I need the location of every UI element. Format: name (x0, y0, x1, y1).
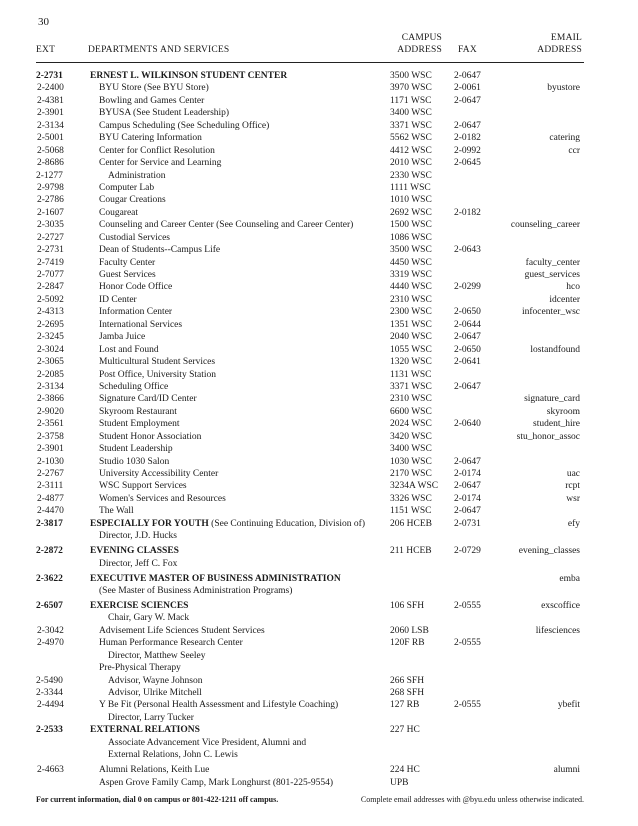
ext-cell: 2-3134 (37, 381, 64, 392)
directory-row (0, 431, 638, 443)
email-header-line2: ADDRESS (537, 45, 582, 55)
department-cell: Y Be Fit (Personal Health Assessment and Lifestyle Coaching) (99, 700, 339, 711)
directory-row (0, 207, 638, 219)
ext-cell: 2-7077 (37, 270, 64, 280)
ext-cell: 2-3622 (36, 573, 63, 584)
directory-table (0, 70, 638, 789)
campus-address-cell: 3970 WSC (390, 83, 432, 94)
email-cell: rcpt (565, 481, 580, 492)
fax-cell: 2-0650 (454, 344, 481, 355)
campus-address-cell: 1086 WSC (390, 232, 432, 243)
campus-address-cell: 3371 WSC (390, 120, 432, 131)
directory-row (0, 107, 638, 119)
campus-address-cell: 224 HC (390, 765, 420, 776)
department-cell: Computer Lab (99, 182, 155, 193)
ext-cell: 2-9020 (37, 406, 64, 417)
campus-header-line2: ADDRESS (397, 45, 442, 55)
department-cell: Student Employment (99, 419, 180, 430)
department-cell: Multicultural Student Services (99, 357, 216, 368)
department-cell: Honor Code Office (99, 282, 173, 293)
department-cell: Director, Jeff C. Fox (99, 558, 178, 569)
ext-cell: 2-1277 (36, 170, 63, 181)
campus-address-cell: 206 HCEB (390, 518, 432, 529)
fax-cell: 2-0647 (454, 95, 481, 106)
directory-row (0, 170, 638, 182)
directory-row (0, 764, 638, 776)
directory-row (0, 456, 638, 468)
department-cell: Cougareat (99, 207, 139, 218)
campus-address-cell: 4450 WSC (390, 257, 432, 268)
directory-row (0, 306, 638, 318)
fax-cell: 2-0555 (454, 700, 481, 711)
fax-cell: 2-0647 (454, 71, 481, 81)
campus-address-cell: 3400 WSC (390, 108, 432, 119)
department-cell: International Services (99, 319, 183, 330)
department-cell: Human Performance Research Center (99, 638, 243, 649)
email-header-line1: EMAIL (550, 33, 582, 43)
campus-address-cell: 3500 WSC (390, 71, 432, 81)
department-cell: Cougar Creations (99, 195, 166, 206)
department-cell: Jamba Juice (99, 332, 146, 343)
department-cell: Studio 1030 Salon (99, 456, 170, 467)
department-cell: Custodial Services (99, 232, 170, 243)
department-cell: Counseling and Career Center (See Counseling and Career Center) (99, 220, 354, 231)
department-cell: EXTERNAL RELATIONS (90, 725, 200, 736)
directory-row (0, 650, 638, 662)
ext-cell: 2-3901 (37, 108, 64, 119)
department-cell: Dean of Students--Campus Life (99, 245, 221, 256)
department-cell: Skyroom Restaurant (99, 406, 177, 417)
email-cell: hco (566, 282, 580, 293)
email-cell: idcenter (549, 294, 580, 305)
ext-cell: 2-3024 (37, 344, 64, 355)
ext-cell: 2-3866 (37, 394, 64, 405)
directory-row (0, 662, 638, 674)
campus-address-cell: 1320 WSC (390, 357, 432, 368)
campus-address-cell: 1500 WSC (390, 220, 432, 231)
directory-row (0, 319, 638, 331)
department-cell: Associate Advancement Vice President, Alumni and (108, 737, 307, 748)
fax-cell: 2-0992 (454, 145, 481, 156)
email-cell: byustore (547, 83, 580, 94)
email-cell: efy (567, 518, 580, 529)
campus-address-cell: 266 SFH (390, 675, 425, 686)
ext-cell: 2-2767 (37, 469, 64, 479)
campus-address-cell: 2060 LSB (390, 625, 429, 636)
ext-cell: 2-2872 (36, 546, 63, 557)
department-cell: EVENING CLASSES (90, 546, 179, 557)
directory-row (0, 406, 638, 418)
directory-row (0, 95, 638, 107)
campus-address-cell: 1151 WSC (390, 506, 432, 517)
fax-cell: 2-0182 (454, 133, 481, 144)
directory-row (0, 505, 638, 517)
directory-row (0, 558, 638, 570)
directory-row (0, 182, 638, 194)
campus-address-cell: 3500 WSC (390, 245, 432, 256)
department-cell: Women's Services and Resources (99, 493, 226, 504)
ext-cell: 2-5068 (37, 145, 64, 156)
directory-row (0, 281, 638, 293)
ext-cell: 2-3901 (37, 444, 64, 455)
campus-address-cell: 1010 WSC (390, 195, 432, 206)
campus-address-cell: 2310 WSC (390, 294, 432, 305)
fax-cell: 2-0731 (454, 518, 481, 529)
column-header-departments: DEPARTMENTS AND SERVICES (88, 45, 230, 55)
directory-row (0, 493, 638, 505)
footer-email-note: Complete email addresses with @byu.edu unless otherwise indicated. (360, 795, 584, 804)
ext-cell: 2-4970 (37, 638, 64, 649)
directory-row (0, 257, 638, 269)
department-cell: Signature Card/ID Center (99, 394, 197, 405)
campus-address-cell: 106 SFH (390, 600, 425, 611)
directory-row (0, 585, 638, 597)
directory-row (0, 625, 638, 637)
department-cell: Student Honor Association (99, 431, 202, 442)
column-header-email-address (520, 32, 582, 56)
department-cell: ERNEST L. WILKINSON STUDENT CENTER (90, 71, 288, 81)
department-cell: BYU Catering Information (99, 133, 202, 144)
ext-cell: 2-2085 (37, 369, 64, 380)
fax-cell: 2-0647 (454, 456, 481, 467)
directory-row (0, 393, 638, 405)
department-cell: Advisement Life Sciences Student Services (99, 625, 265, 636)
ext-cell: 2-4494 (37, 700, 64, 711)
department-cell: Lost and Found (99, 344, 159, 355)
directory-row (0, 687, 638, 699)
campus-address-cell: 3420 WSC (390, 431, 432, 442)
ext-cell: 2-3111 (37, 481, 64, 492)
directory-row (0, 145, 638, 157)
department-name: ESPECIALLY FOR YOUTH (90, 518, 209, 529)
fax-cell: 2-0647 (454, 481, 481, 492)
department-cell: Information Center (99, 307, 173, 318)
ext-cell: 2-7419 (37, 257, 64, 268)
directory-row (0, 381, 638, 393)
ext-cell: 2-4663 (37, 765, 64, 776)
department-note: (See Continuing Education, Division of) (208, 518, 365, 529)
department-cell: Center for Conflict Resolution (99, 145, 215, 156)
directory-row (0, 269, 638, 281)
directory-row (0, 120, 638, 132)
fax-cell: 2-0182 (454, 207, 481, 218)
ext-cell: 2-3035 (37, 220, 64, 231)
department-cell: Director, Larry Tucker (108, 712, 194, 723)
ext-cell: 2-5092 (37, 294, 64, 305)
column-header-ext: EXT (36, 45, 56, 55)
ext-cell: 2-1030 (37, 456, 64, 467)
campus-address-cell: 3234A WSC (390, 481, 439, 492)
ext-cell: 2-2400 (37, 83, 64, 94)
campus-address-cell: 2010 WSC (390, 158, 432, 169)
directory-row (0, 356, 638, 368)
email-cell: lifesciences (535, 625, 580, 636)
department-cell: Center for Service and Learning (99, 158, 222, 169)
email-cell: faculty_center (525, 257, 580, 268)
directory-row (0, 749, 638, 761)
fax-cell: 2-0641 (454, 357, 481, 368)
directory-row (0, 480, 638, 492)
directory-row (0, 518, 638, 530)
directory-row (0, 344, 638, 356)
ext-cell: 2-2727 (37, 232, 64, 243)
department-cell: Chair, Gary W. Mack (108, 613, 190, 624)
ext-cell: 2-2786 (37, 195, 64, 206)
fax-cell: 2-0729 (454, 546, 481, 557)
campus-address-cell: 3326 WSC (390, 493, 432, 504)
department-cell: Pre-Physical Therapy (99, 663, 181, 674)
department-cell: WSC Support Services (99, 481, 187, 492)
page-number: 30 (38, 16, 49, 28)
department-cell: BYUSA (See Student Leadership) (99, 108, 230, 119)
fax-cell: 2-0644 (454, 319, 481, 330)
directory-row (0, 219, 638, 231)
department-cell: The Wall (99, 506, 134, 517)
email-cell: lostandfound (530, 344, 580, 355)
campus-address-cell: 1111 WSC (390, 182, 431, 193)
campus-header-line1: CAMPUS (401, 33, 442, 43)
department-cell: Aspen Grove Family Camp, Mark Longhurst (801-225-9554) (99, 777, 334, 788)
campus-address-cell: 4440 WSC (390, 282, 432, 293)
department-cell: Student Leadership (99, 444, 173, 455)
campus-address-cell: 227 HC (390, 725, 420, 736)
fax-cell: 2-0299 (454, 282, 481, 293)
department-cell: Director, Matthew Seeley (108, 650, 206, 661)
directory-row (0, 443, 638, 455)
directory-row (0, 157, 638, 169)
directory-row (0, 232, 638, 244)
directory-row (0, 699, 638, 711)
email-cell: evening_classes (518, 546, 580, 557)
directory-row (0, 244, 638, 256)
directory-row (0, 468, 638, 480)
department-cell: EXECUTIVE MASTER OF BUSINESS ADMINISTRATION (90, 573, 341, 584)
directory-row (0, 70, 638, 82)
directory-row (0, 573, 638, 585)
email-cell: counseling_career (510, 220, 580, 231)
fax-cell: 2-0643 (454, 245, 481, 256)
campus-address-cell: 1171 WSC (390, 95, 432, 106)
fax-cell: 2-0174 (454, 493, 481, 504)
department-cell: (See Master of Business Administration Programs) (99, 585, 293, 596)
directory-row (0, 724, 638, 736)
ext-cell: 2-4313 (37, 307, 64, 318)
ext-cell: 2-5490 (36, 675, 63, 686)
directory-row (0, 712, 638, 724)
campus-address-cell: 5562 WSC (390, 133, 432, 144)
fax-cell: 2-0647 (454, 120, 481, 131)
ext-cell: 2-3758 (37, 431, 64, 442)
header-rule (36, 62, 584, 63)
email-cell: signature_card (524, 394, 580, 405)
directory-row (0, 82, 638, 94)
directory-row (0, 545, 638, 557)
directory-row (0, 675, 638, 687)
directory-row (0, 418, 638, 430)
department-cell: ID Center (99, 294, 137, 305)
ext-cell: 2-2695 (37, 319, 64, 330)
directory-row (0, 612, 638, 624)
ext-cell: 2-1607 (37, 207, 64, 218)
ext-cell: 2-2731 (36, 71, 63, 81)
directory-row (0, 737, 638, 749)
ext-cell: 2-3245 (37, 332, 64, 343)
ext-cell: 2-2533 (36, 725, 63, 736)
email-cell: exscoffice (541, 600, 580, 611)
department-cell: Director, J.D. Hucks (99, 531, 177, 542)
fax-cell: 2-0640 (454, 419, 481, 430)
fax-cell: 2-0647 (454, 332, 481, 343)
department-cell: Administration (108, 170, 166, 181)
directory-row (0, 637, 638, 649)
email-cell: uac (566, 469, 580, 479)
campus-address-cell: 3371 WSC (390, 381, 432, 392)
email-cell: alumni (553, 765, 580, 776)
campus-address-cell: UPB (390, 777, 409, 788)
fax-cell: 2-0647 (454, 506, 481, 517)
campus-address-cell: 2330 WSC (390, 170, 432, 181)
ext-cell: 2-8686 (37, 158, 64, 169)
ext-cell: 2-2731 (37, 245, 64, 256)
directory-row (0, 777, 638, 789)
department-cell: Alumni Relations, Keith Lue (99, 765, 210, 776)
directory-row (0, 132, 638, 144)
fax-cell: 2-0650 (454, 307, 481, 318)
department-cell: External Relations, John C. Lewis (108, 750, 238, 761)
campus-address-cell: 1351 WSC (390, 319, 432, 330)
fax-cell: 2-0061 (454, 83, 481, 94)
ext-cell: 2-4877 (37, 493, 64, 504)
department-cell: Post Office, University Station (99, 369, 216, 380)
campus-address-cell: 2310 WSC (390, 394, 432, 405)
email-cell: emba (559, 573, 580, 584)
campus-address-cell: 2040 WSC (390, 332, 432, 343)
email-cell: guest_services (524, 270, 580, 280)
campus-address-cell: 6600 WSC (390, 406, 432, 417)
email-cell: ybefit (557, 700, 580, 711)
campus-address-cell: 1055 WSC (390, 344, 432, 355)
campus-address-cell: 1030 WSC (390, 456, 432, 467)
fax-cell: 2-0647 (454, 381, 481, 392)
ext-cell: 2-3344 (36, 687, 63, 698)
department-cell: Scheduling Office (99, 381, 169, 392)
fax-cell: 2-0174 (454, 469, 481, 479)
department-cell: BYU Store (See BYU Store) (99, 83, 209, 94)
campus-address-cell: 120F RB (390, 638, 425, 649)
department-cell: Campus Scheduling (See Scheduling Office) (99, 120, 270, 131)
footer-phone-note: For current information, dial 0 on campus or 801-422-1211 off campus. (36, 795, 279, 804)
directory-row (0, 600, 638, 612)
campus-address-cell: 2300 WSC (390, 307, 432, 318)
campus-address-cell: 268 SFH (390, 687, 425, 698)
ext-cell: 2-3561 (37, 419, 64, 430)
ext-cell: 2-3134 (37, 120, 64, 131)
department-cell: Faculty Center (99, 257, 156, 268)
ext-cell: 2-5001 (37, 133, 64, 144)
campus-address-cell: 3400 WSC (390, 444, 432, 455)
ext-cell: 2-9798 (37, 182, 64, 193)
department-cell: Advisor, Wayne Johnson (108, 675, 203, 686)
department-cell: Guest Services (99, 270, 156, 280)
directory-row (0, 294, 638, 306)
email-cell: infocenter_wsc (521, 307, 580, 318)
fax-cell: 2-0555 (454, 638, 481, 649)
directory-row (0, 530, 638, 542)
directory-row (0, 331, 638, 343)
department-cell: EXERCISE SCIENCES (90, 600, 189, 611)
ext-cell: 2-3817 (36, 518, 63, 529)
department-cell (90, 518, 380, 530)
campus-address-cell: 2692 WSC (390, 207, 432, 218)
ext-cell: 2-3042 (37, 625, 64, 636)
email-cell: wsr (566, 493, 580, 504)
ext-cell: 2-4470 (37, 506, 64, 517)
email-cell: skyroom (546, 406, 580, 417)
department-cell: Bowling and Games Center (99, 95, 205, 106)
campus-address-cell: 4412 WSC (390, 145, 432, 156)
fax-cell: 2-0555 (454, 600, 481, 611)
ext-cell: 2-6507 (36, 600, 63, 611)
campus-address-cell: 2024 WSC (390, 419, 432, 430)
fax-cell: 2-0645 (454, 158, 481, 169)
campus-address-cell: 1131 WSC (390, 369, 432, 380)
directory-row (0, 369, 638, 381)
column-header-fax: FAX (458, 45, 477, 55)
email-cell: student_hire (533, 419, 580, 430)
ext-cell: 2-2847 (37, 282, 64, 293)
ext-cell: 2-4381 (37, 95, 64, 106)
email-cell: ccr (568, 145, 580, 156)
campus-address-cell: 127 RB (390, 700, 420, 711)
campus-address-cell: 2170 WSC (390, 469, 432, 479)
ext-cell: 2-3065 (37, 357, 64, 368)
column-header-campus-address (388, 32, 442, 56)
directory-row (0, 194, 638, 206)
email-cell: stu_honor_assoc (516, 431, 580, 442)
campus-address-cell: 211 HCEB (390, 546, 432, 557)
department-cell: Advisor, Ulrike Mitchell (108, 687, 202, 698)
department-cell: University Accessibility Center (99, 469, 219, 479)
email-cell: catering (549, 133, 580, 144)
campus-address-cell: 3319 WSC (390, 270, 432, 280)
